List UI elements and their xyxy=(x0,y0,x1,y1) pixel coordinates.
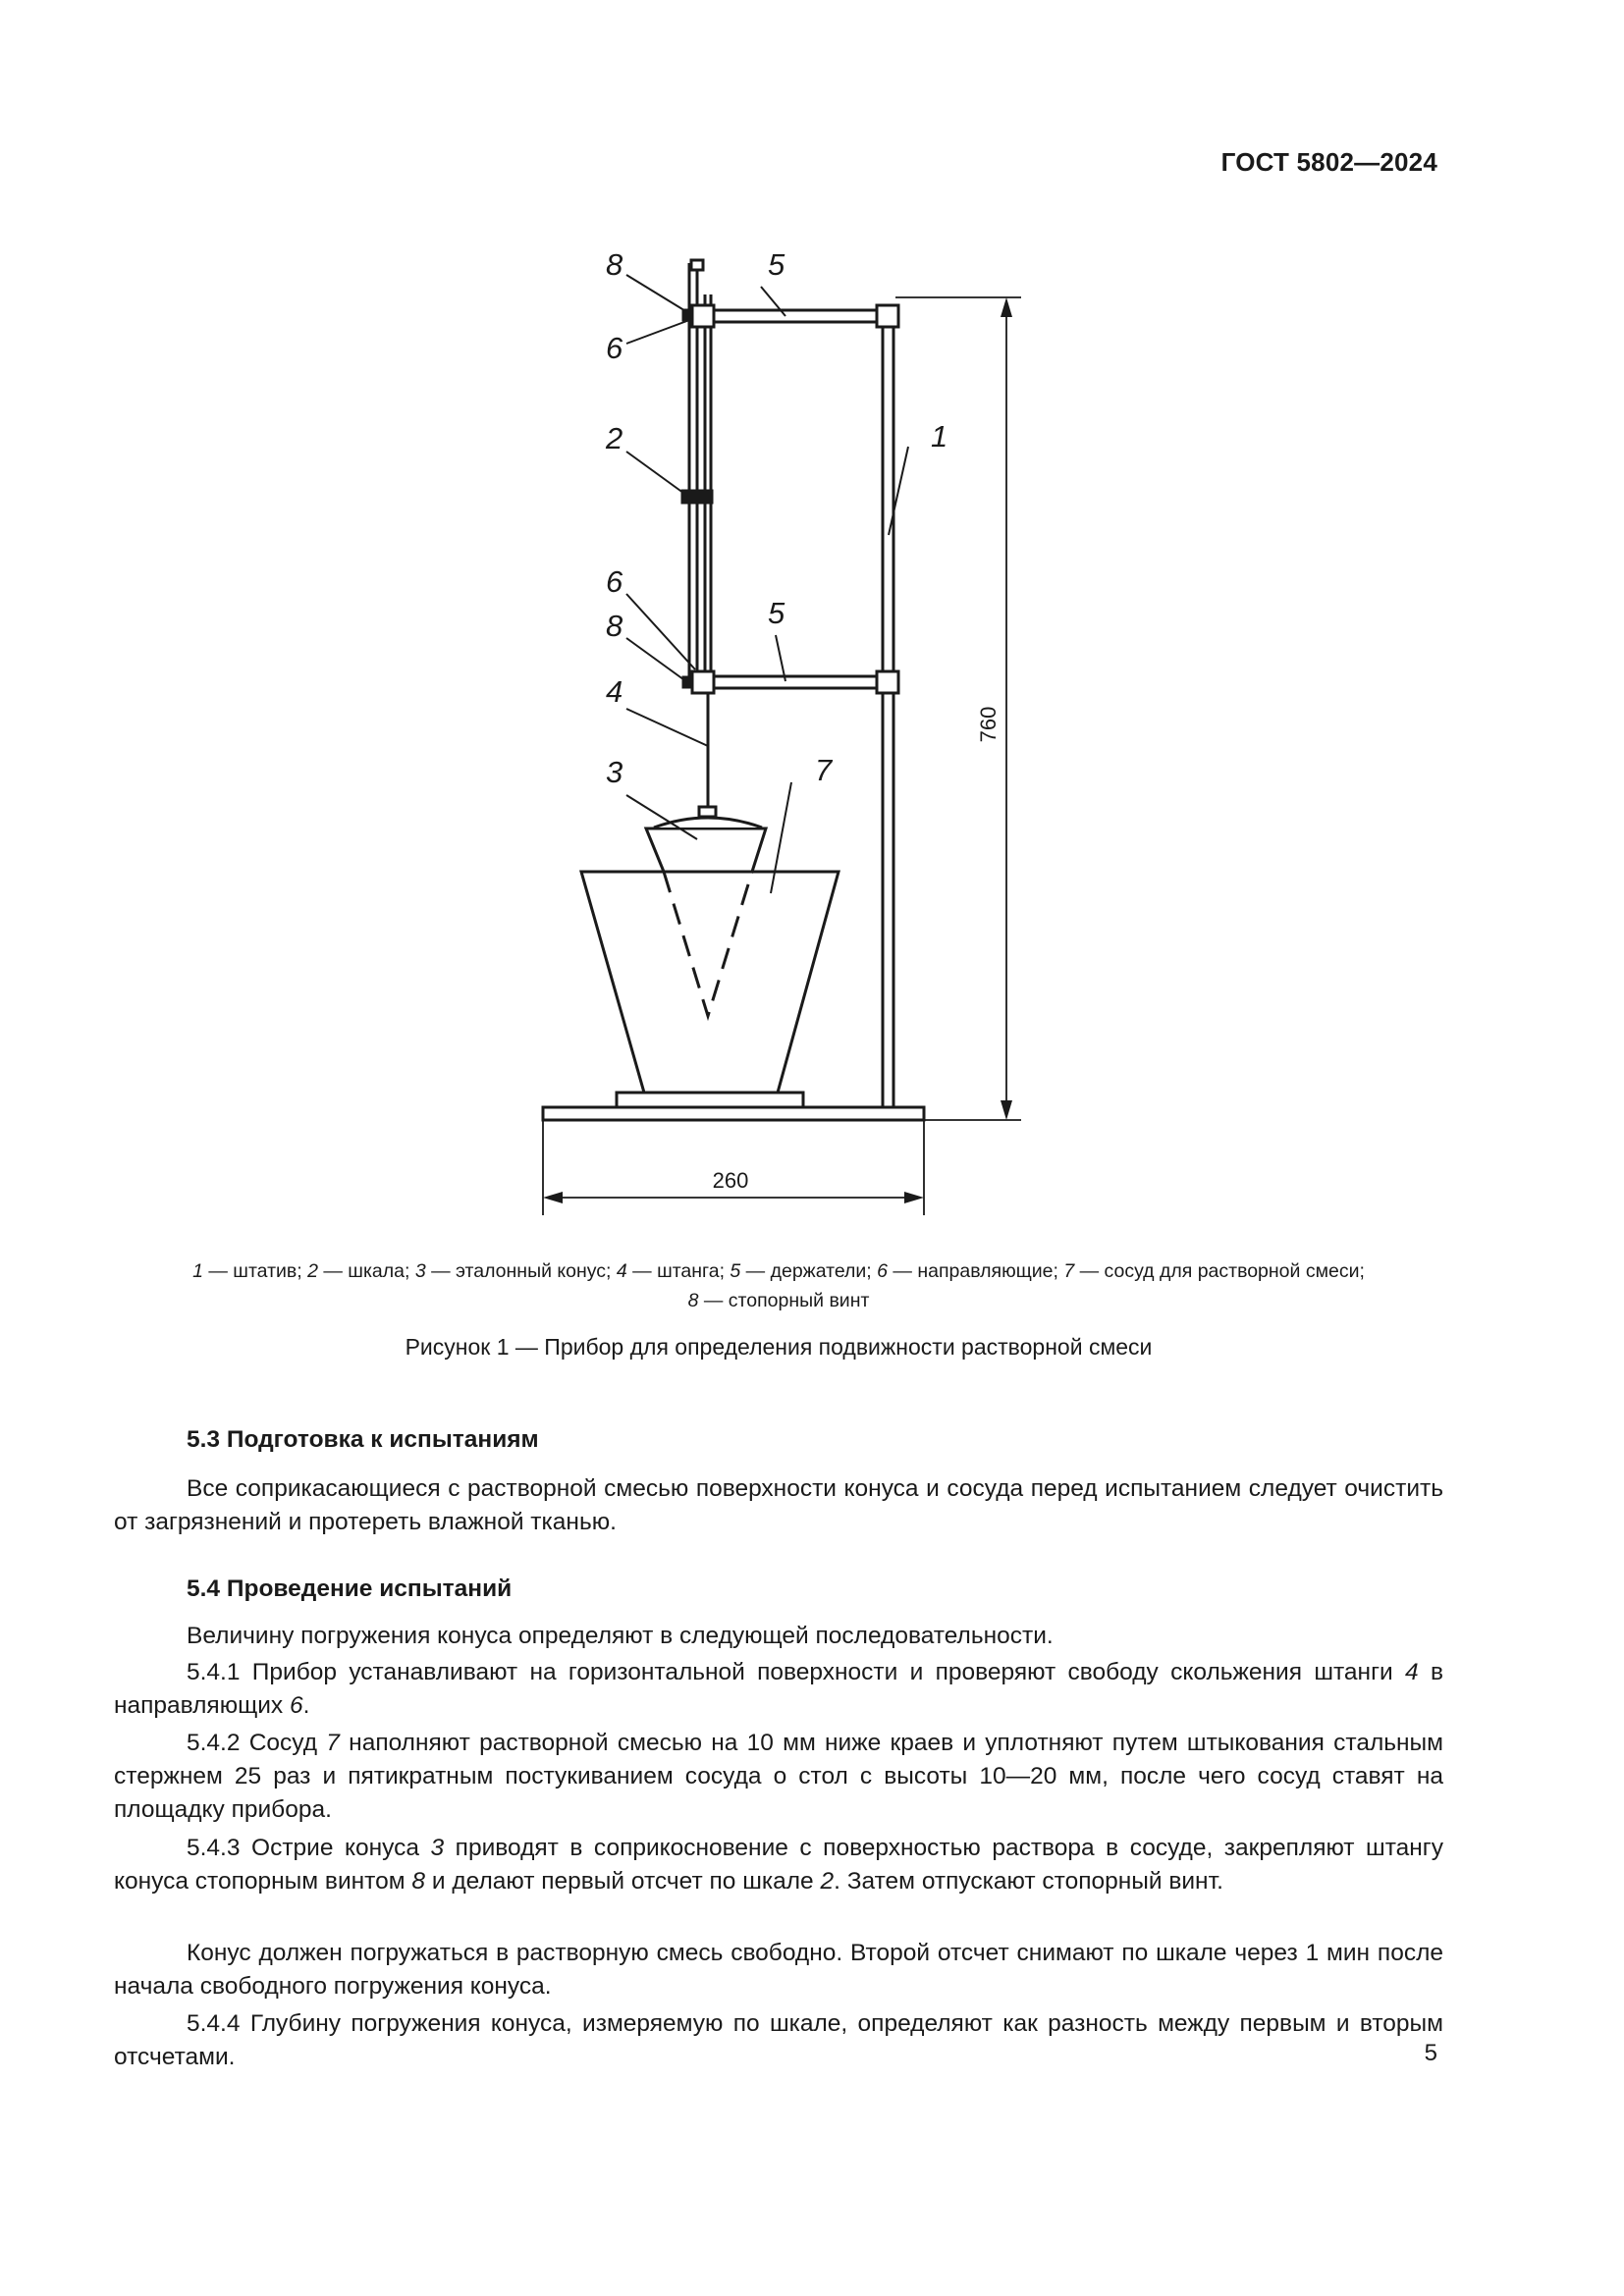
callout-3: 3 xyxy=(606,755,623,789)
legend-text: — стопорный винт xyxy=(698,1290,870,1311)
paragraph-text: и делают первый отсчет по шкале xyxy=(425,1868,821,1895)
scale-marker xyxy=(682,491,712,503)
stand-clamp-top xyxy=(877,305,898,327)
callout-6-top: 6 xyxy=(606,331,623,365)
paragraph-text: . xyxy=(302,1692,310,1719)
section-5-3-text: Все соприкасающиеся с растворной смесью поверхности конуса и сосуда перед испытанием следует очистить от загрязнений и протереть влажной тканью. xyxy=(114,1475,1443,1535)
dimension-760: 760 xyxy=(976,706,1001,743)
base-plate xyxy=(543,1107,924,1120)
callout-8-top: 8 xyxy=(606,247,623,282)
ref-number: 6 xyxy=(289,1692,303,1719)
legend-num: 5 xyxy=(730,1260,741,1282)
page-number: 5 xyxy=(1424,2040,1437,2066)
legend-text: — сосуд для растворной смеси; xyxy=(1074,1260,1365,1282)
legend-text: — держатели; xyxy=(740,1260,878,1282)
paragraph-text: 5.4.3 Острие конуса xyxy=(187,1835,431,1861)
ref-number: 7 xyxy=(326,1730,340,1756)
paragraph-5-4-3 xyxy=(114,1832,1443,1898)
paragraph-text: 5.4.2 Сосуд xyxy=(187,1730,327,1756)
paragraph-text: наполняют растворной смесью на 10 мм ниже краев и уплотняют путем штыкования стальным стержнем 25 раз и пятикратным постукиванием сосуда о стол с высоты 10—20 мм, после чего сосуд ставят на площадку прибора. xyxy=(114,1730,1443,1823)
ref-number: 2 xyxy=(820,1868,835,1895)
legend-num: 4 xyxy=(616,1260,627,1282)
paragraph-text: 5.4.1 Прибор устанавливают на горизонтальной поверхности и проверяют свободу скольжения штанги xyxy=(187,1659,1406,1685)
legend-num: 3 xyxy=(414,1260,426,1282)
legend-text: — направляющие; xyxy=(888,1260,1064,1282)
paragraph-text: приводят в соприкосновение с поверхностью раствора в сосуде, закрепляют штангу конуса стопорным винтом xyxy=(114,1835,1443,1895)
paragraph-cone-immersion: Конус должен погружаться в растворную смесь свободно. Второй отсчет снимают по шкале через 1 мин после начала свободного погружения конуса. xyxy=(114,1940,1443,2000)
dimension-260: 260 xyxy=(712,1168,749,1193)
legend-num: 6 xyxy=(877,1260,889,1282)
section-5-4-heading: 5.4 Проведение испытаний xyxy=(187,1575,513,1602)
figure-legend xyxy=(114,1256,1443,1315)
paragraph-5-4-2 xyxy=(114,1727,1443,1827)
ref-number: 4 xyxy=(1405,1659,1419,1685)
figure-caption: Рисунок 1 — Прибор для определения подвижности растворной смеси xyxy=(405,1334,1153,1360)
legend-num: 1 xyxy=(192,1260,203,1282)
ref-number: 3 xyxy=(430,1835,445,1861)
upper-guide-block xyxy=(692,305,714,327)
paragraph-5-4-1 xyxy=(114,1656,1443,1723)
paragraph-text: в направляющих xyxy=(114,1659,1443,1719)
callout-8-bottom: 8 xyxy=(606,609,623,643)
section-5-3-heading: 5.3 Подготовка к испытаниям xyxy=(187,1426,539,1453)
callout-5-top: 5 xyxy=(768,247,785,282)
reference-cone xyxy=(646,828,766,872)
paragraph-5-4-4: 5.4.4 Глубину погружения конуса, измеряемую по шкале, определяют как разность между первым и вторым отсчетами. xyxy=(114,2010,1443,2070)
callout-1: 1 xyxy=(931,419,948,454)
callout-2: 2 xyxy=(606,421,623,455)
vessel-platform xyxy=(617,1093,803,1107)
lower-guide-block xyxy=(692,671,714,693)
section-5-4-intro: Величину погружения конуса определяют в следующей последовательности. xyxy=(187,1623,1054,1649)
callout-7: 7 xyxy=(815,753,833,787)
legend-text: — шкала; xyxy=(317,1260,415,1282)
callout-4: 4 xyxy=(606,674,623,709)
cone-knob xyxy=(699,807,716,817)
legend-num: 2 xyxy=(307,1260,318,1282)
rod-top-knob xyxy=(691,260,703,270)
legend-text: — штатив; xyxy=(202,1260,308,1282)
document-code: ГОСТ 5802—2024 xyxy=(1220,147,1437,177)
legend-num: 7 xyxy=(1063,1260,1075,1282)
ref-number: 8 xyxy=(411,1868,426,1895)
legend-text: — эталонный конус; xyxy=(425,1260,617,1282)
legend-num: 8 xyxy=(687,1290,699,1311)
callout-6-bottom: 6 xyxy=(606,564,623,599)
legend-text: — штанга; xyxy=(626,1260,731,1282)
paragraph-text: . Затем отпускают стопорный винт. xyxy=(834,1868,1223,1895)
stand-clamp-bottom xyxy=(877,671,898,693)
vessel xyxy=(581,872,839,1093)
callout-5-bottom: 5 xyxy=(768,596,785,630)
